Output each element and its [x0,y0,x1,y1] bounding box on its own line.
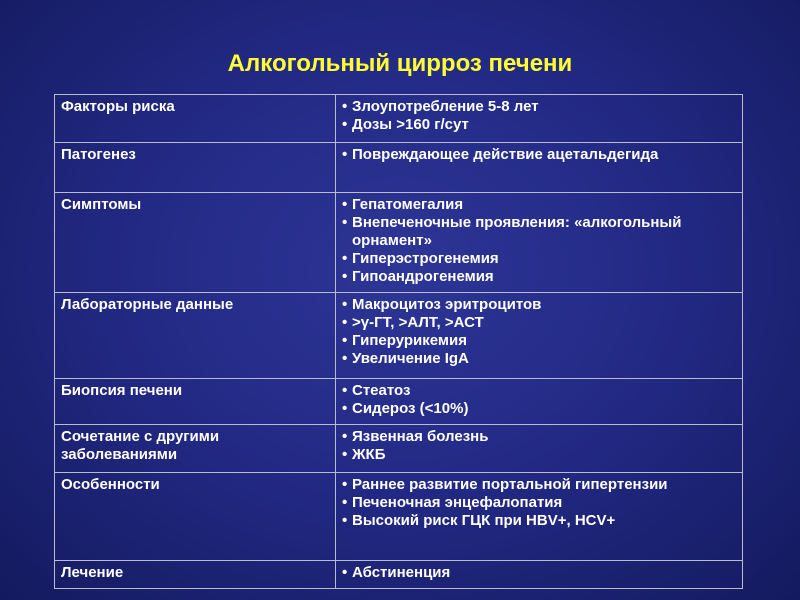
list-item: • >γ-ГТ, >АЛТ, >АСТ [342,314,736,332]
table-row [55,143,743,193]
list-item: • Злоупотребление 5-8 лет [342,98,736,116]
list-item: • Гиперэстрогенемия [342,250,736,268]
list-item: • Сидероз (<10%) [342,400,736,418]
row-label: Патогенез [55,143,336,193]
row-values [336,95,743,143]
page-title: Алкогольный цирроз печени [227,50,573,77]
row-label: Особенности [55,473,336,561]
row-values [336,293,743,379]
table-row [55,561,743,589]
row-values [336,379,743,425]
row-values [336,425,743,473]
table-row [55,293,743,379]
row-label: Сочетание с другими заболеваниями [55,425,336,473]
list-item: • Стеатоз [342,382,736,400]
list-item: • Гепатомегалия [342,196,736,214]
list-item: • ЖКБ [342,446,736,464]
table-row [55,473,743,561]
table-row [55,379,743,425]
row-label: Лечение [55,561,336,589]
table-row [55,193,743,293]
row-values [336,193,743,293]
row-values [336,561,743,589]
row-label: Лабораторные данные [55,293,336,379]
list-item: • Раннее развитие портальной гипертензии [342,476,736,494]
list-item: • Макроцитоз эритроцитов [342,296,736,314]
list-item: • Повреждающее действие ацетальдегида [342,146,736,164]
list-item: • Абстиненция [342,564,736,582]
row-values [336,143,743,193]
row-values [336,473,743,561]
list-item: • Высокий риск ГЦК при HBV+, HCV+ [342,512,736,530]
list-item: • Печеночная энцефалопатия [342,494,736,512]
list-item: • Внепеченочные проявления: «алкогольный орнамент» [342,214,736,250]
info-table [54,94,743,589]
list-item: • Увеличение IgA [342,350,736,368]
list-item: • Язвенная болезнь [342,428,736,446]
table-row [55,95,743,143]
list-item: • Гиперурикемия [342,332,736,350]
table-row [55,425,743,473]
row-label: Симптомы [55,193,336,293]
list-item: • Дозы >160 г/сут [342,116,736,134]
row-label: Факторы риска [55,95,336,143]
list-item: • Гипоандрогенемия [342,268,736,286]
row-label: Биопсия печени [55,379,336,425]
